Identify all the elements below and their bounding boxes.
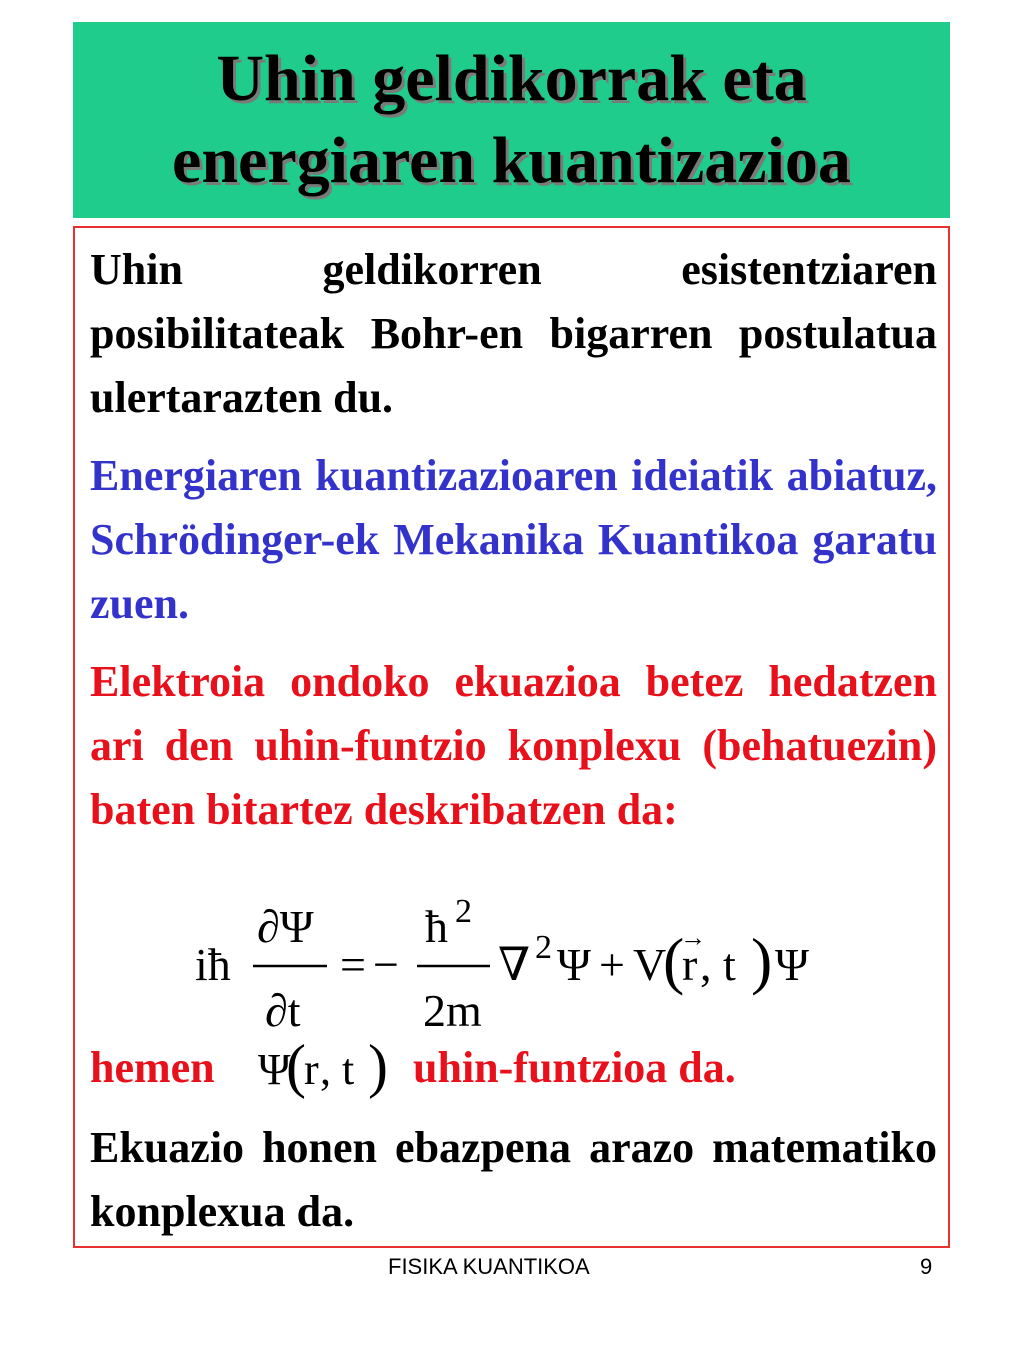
eq-psi-end: Ψ — [775, 939, 809, 990]
title-line-1: Uhin geldikorrak eta — [216, 42, 807, 115]
footer-page-number: 9 — [920, 1254, 933, 1279]
footer-course-label: FISIKA KUANTIKOA — [388, 1254, 590, 1279]
eq-equals: = — [340, 939, 366, 990]
eq-minus: − — [373, 939, 399, 990]
paragraph-electron: Elektroia ondoko ekuazioa betez hedatzen ari den uhin-funtzio konplexu (behatuezin) baten bitartez deskribatzen da: — [90, 657, 937, 834]
inline-lparen: ( — [286, 1033, 306, 1099]
inline-comma-t: , t — [320, 1045, 355, 1094]
paragraph-bohr: Uhin geldikorren esistentziaren posibilitateak Bohr-en bigarren postulatua ulertarazten du. — [90, 245, 937, 422]
eq-laplacian: ∇ — [498, 939, 531, 990]
eq-rhs-hbar: ħ — [425, 901, 448, 952]
schrodinger-equation — [185, 896, 825, 1041]
eq-lhs-denominator: ∂t — [265, 985, 301, 1036]
eq-rhs-denominator: 2m — [423, 985, 482, 1036]
hemen-word: hemen — [90, 1043, 215, 1092]
eq-psi: Ψ — [557, 939, 591, 990]
eq-vector-arrow: → — [680, 923, 706, 952]
eq-ihbar: iħ — [195, 939, 231, 990]
eq-lhs-numerator: ∂Ψ — [257, 901, 314, 952]
inline-psi: Ψ — [258, 1045, 291, 1094]
eq-r-vector: r — [682, 939, 698, 990]
paragraph-schrodinger: Energiaren kuantizazioaren ideiatik abiatuz, Schrödinger-ek Mekanika Kuantikoa garatu zuen. — [90, 451, 937, 628]
title-line-2: energiaren kuantizazioa — [172, 124, 851, 197]
eq-plus: + — [599, 939, 625, 990]
content-frame — [73, 226, 950, 1248]
inline-rparen: ) — [368, 1033, 388, 1099]
paragraph-complex-problem: Ekuazio honen ebazpena arazo matematiko konplexua da. — [90, 1123, 937, 1236]
eq-laplacian-exp: 2 — [535, 929, 552, 966]
eq-rhs-hbar-exp: 2 — [455, 896, 472, 930]
title-banner — [73, 22, 950, 218]
wavefunction-line — [90, 1033, 937, 1100]
eq-lparen: ( — [663, 925, 685, 996]
eq-rparen: ) — [751, 925, 773, 996]
inline-r: r — [304, 1045, 319, 1094]
wavefunction-phrase: uhin-funtzioa da. — [413, 1043, 736, 1092]
eq-potential: V — [633, 939, 667, 990]
eq-comma-t: , t — [700, 939, 736, 990]
inline-psi-rt — [258, 1024, 408, 1104]
